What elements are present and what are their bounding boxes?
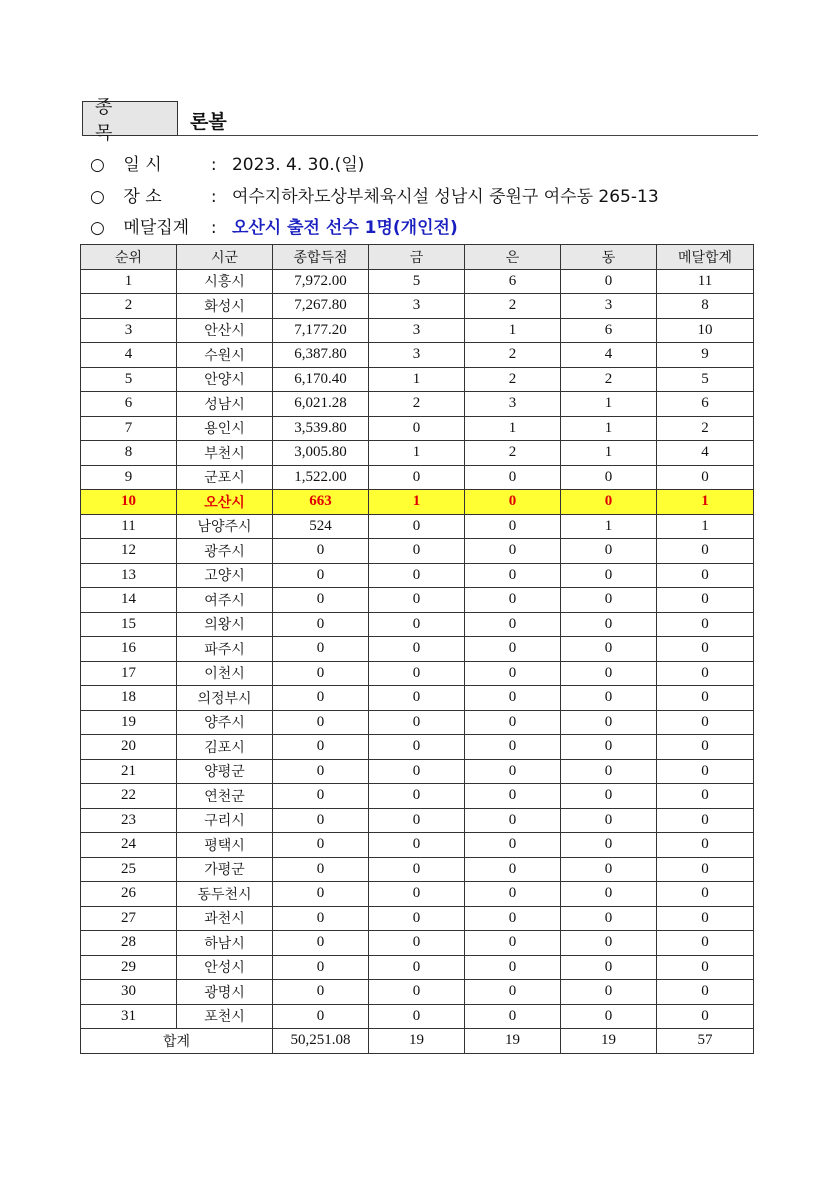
bronze-cell: 0	[561, 637, 657, 662]
city-cell: 포천시	[177, 1004, 273, 1029]
medal-total-cell: 8	[657, 294, 754, 319]
rank-cell: 8	[81, 441, 177, 466]
score-cell: 0	[273, 833, 369, 858]
rank-cell: 25	[81, 857, 177, 882]
total-gold: 19	[369, 1029, 465, 1054]
gold-cell: 3	[369, 294, 465, 319]
bronze-cell: 0	[561, 808, 657, 833]
gold-cell: 0	[369, 735, 465, 760]
score-cell: 0	[273, 1004, 369, 1029]
silver-cell: 0	[465, 759, 561, 784]
score-cell: 524	[273, 514, 369, 539]
table-row	[81, 514, 754, 539]
bronze-cell: 0	[561, 465, 657, 490]
score-cell: 0	[273, 882, 369, 907]
city-cell: 안산시	[177, 318, 273, 343]
score-cell: 3,005.80	[273, 441, 369, 466]
city-cell: 안성시	[177, 955, 273, 980]
city-cell: 김포시	[177, 735, 273, 760]
rank-cell: 31	[81, 1004, 177, 1029]
medal-total-cell: 9	[657, 343, 754, 368]
table-row	[81, 465, 754, 490]
medal-total-cell: 0	[657, 833, 754, 858]
table-row	[81, 539, 754, 564]
medal-total-cell: 0	[657, 735, 754, 760]
table-header-row	[81, 245, 754, 270]
silver-cell: 2	[465, 367, 561, 392]
gold-cell: 0	[369, 563, 465, 588]
gold-cell: 0	[369, 710, 465, 735]
bronze-cell: 1	[561, 392, 657, 417]
medal-total-cell: 0	[657, 661, 754, 686]
table-row	[81, 1004, 754, 1029]
score-cell: 0	[273, 539, 369, 564]
medal-total-cell: 0	[657, 465, 754, 490]
city-cell: 하남시	[177, 931, 273, 956]
bronze-cell: 0	[561, 612, 657, 637]
table-body	[81, 269, 754, 1029]
table-row	[81, 661, 754, 686]
silver-cell: 0	[465, 882, 561, 907]
medal-total-cell: 0	[657, 857, 754, 882]
bronze-cell: 0	[561, 833, 657, 858]
col-medal-total-header: 메달합계	[657, 245, 754, 270]
gold-cell: 0	[369, 637, 465, 662]
score-cell: 0	[273, 931, 369, 956]
gold-cell: 1	[369, 367, 465, 392]
event-label: 종 목	[95, 96, 127, 144]
city-cell: 연천군	[177, 784, 273, 809]
silver-cell: 0	[465, 931, 561, 956]
bronze-cell: 0	[561, 857, 657, 882]
city-cell: 광명시	[177, 980, 273, 1005]
medal-total-cell: 0	[657, 539, 754, 564]
table-row	[81, 784, 754, 809]
city-cell: 안양시	[177, 367, 273, 392]
medal-total-cell: 0	[657, 563, 754, 588]
city-cell: 시흥시	[177, 269, 273, 294]
city-cell: 구리시	[177, 808, 273, 833]
score-cell: 0	[273, 955, 369, 980]
date-line	[90, 150, 364, 175]
silver-cell: 0	[465, 735, 561, 760]
bronze-cell: 3	[561, 294, 657, 319]
gold-cell: 0	[369, 661, 465, 686]
gold-cell: 0	[369, 416, 465, 441]
table-row	[81, 857, 754, 882]
rank-cell: 9	[81, 465, 177, 490]
gold-cell: 5	[369, 269, 465, 294]
city-cell: 동두천시	[177, 882, 273, 907]
table-row	[81, 588, 754, 613]
bullet-circle-icon: ○	[90, 187, 105, 207]
gold-cell: 0	[369, 980, 465, 1005]
rank-cell: 5	[81, 367, 177, 392]
silver-cell: 0	[465, 563, 561, 588]
table-row	[81, 637, 754, 662]
city-cell: 부천시	[177, 441, 273, 466]
city-cell: 양평군	[177, 759, 273, 784]
silver-cell: 2	[465, 441, 561, 466]
silver-cell: 0	[465, 514, 561, 539]
table-row	[81, 612, 754, 637]
city-cell: 양주시	[177, 710, 273, 735]
silver-cell: 0	[465, 808, 561, 833]
score-cell: 0	[273, 808, 369, 833]
results-table	[80, 244, 754, 1054]
medal-total-cell: 4	[657, 441, 754, 466]
table-row	[81, 563, 754, 588]
bronze-cell: 0	[561, 980, 657, 1005]
score-cell: 6,387.80	[273, 343, 369, 368]
rank-cell: 3	[81, 318, 177, 343]
col-rank-header: 순위	[81, 245, 177, 270]
medal-total-cell: 0	[657, 931, 754, 956]
col-score-header: 종합득점	[273, 245, 369, 270]
city-cell: 이천시	[177, 661, 273, 686]
gold-cell: 1	[369, 490, 465, 515]
score-cell: 0	[273, 612, 369, 637]
bronze-cell: 0	[561, 269, 657, 294]
city-cell: 남양주시	[177, 514, 273, 539]
medal-total-cell: 0	[657, 588, 754, 613]
bullet-circle-icon: ○	[90, 218, 105, 238]
score-cell: 0	[273, 906, 369, 931]
city-cell: 화성시	[177, 294, 273, 319]
bronze-cell: 0	[561, 539, 657, 564]
gold-cell: 0	[369, 784, 465, 809]
rank-cell: 7	[81, 416, 177, 441]
rank-cell: 12	[81, 539, 177, 564]
table-row	[81, 490, 754, 515]
medal-total-cell: 0	[657, 955, 754, 980]
bronze-cell: 0	[561, 735, 657, 760]
table-row	[81, 294, 754, 319]
score-cell: 0	[273, 710, 369, 735]
gold-cell: 0	[369, 857, 465, 882]
table-row	[81, 882, 754, 907]
city-cell: 여주시	[177, 588, 273, 613]
total-silver: 19	[465, 1029, 561, 1054]
col-gold-header: 금	[369, 245, 465, 270]
silver-cell: 0	[465, 686, 561, 711]
rank-cell: 4	[81, 343, 177, 368]
table-row	[81, 759, 754, 784]
bronze-cell: 0	[561, 906, 657, 931]
score-cell: 0	[273, 784, 369, 809]
rank-cell: 1	[81, 269, 177, 294]
medal-total-cell: 0	[657, 710, 754, 735]
rank-cell: 18	[81, 686, 177, 711]
table-row	[81, 833, 754, 858]
gold-cell: 0	[369, 808, 465, 833]
score-cell: 1,522.00	[273, 465, 369, 490]
bullet-circle-icon: ○	[90, 155, 105, 175]
rank-cell: 13	[81, 563, 177, 588]
score-cell: 0	[273, 980, 369, 1005]
table-row	[81, 931, 754, 956]
bronze-cell: 0	[561, 490, 657, 515]
score-cell: 6,170.40	[273, 367, 369, 392]
city-cell: 파주시	[177, 637, 273, 662]
bronze-cell: 0	[561, 955, 657, 980]
silver-cell: 0	[465, 539, 561, 564]
bronze-cell: 0	[561, 882, 657, 907]
rank-cell: 6	[81, 392, 177, 417]
silver-cell: 0	[465, 980, 561, 1005]
gold-cell: 0	[369, 931, 465, 956]
bronze-cell: 1	[561, 441, 657, 466]
medal-total-cell: 0	[657, 980, 754, 1005]
score-cell: 0	[273, 735, 369, 760]
silver-cell: 0	[465, 465, 561, 490]
city-cell: 의왕시	[177, 612, 273, 637]
medal-total-cell: 0	[657, 612, 754, 637]
city-cell: 과천시	[177, 906, 273, 931]
table-row	[81, 735, 754, 760]
gold-cell: 1	[369, 441, 465, 466]
city-cell: 평택시	[177, 833, 273, 858]
gold-cell: 0	[369, 833, 465, 858]
table-row	[81, 269, 754, 294]
bronze-cell: 0	[561, 710, 657, 735]
medal-value: 오산시 출전 선수 1명(개인전)	[231, 218, 458, 238]
score-cell: 0	[273, 637, 369, 662]
bronze-cell: 0	[561, 784, 657, 809]
bronze-cell: 6	[561, 318, 657, 343]
silver-cell: 1	[465, 416, 561, 441]
medal-total-cell: 0	[657, 906, 754, 931]
col-bronze-header: 동	[561, 245, 657, 270]
rank-cell: 27	[81, 906, 177, 931]
medal-total-cell: 0	[657, 637, 754, 662]
bronze-cell: 0	[561, 588, 657, 613]
silver-cell: 0	[465, 906, 561, 931]
silver-cell: 0	[465, 784, 561, 809]
table-row	[81, 441, 754, 466]
silver-cell: 6	[465, 269, 561, 294]
rank-cell: 14	[81, 588, 177, 613]
place-line	[90, 182, 659, 207]
city-cell: 수원시	[177, 343, 273, 368]
colon: :	[210, 155, 217, 175]
medal-total-cell: 5	[657, 367, 754, 392]
rank-cell: 22	[81, 784, 177, 809]
medal-total-cell: 0	[657, 882, 754, 907]
bronze-cell: 0	[561, 759, 657, 784]
silver-cell: 3	[465, 392, 561, 417]
silver-cell: 0	[465, 588, 561, 613]
rank-cell: 30	[81, 980, 177, 1005]
city-cell: 용인시	[177, 416, 273, 441]
rank-cell: 19	[81, 710, 177, 735]
event-value: 론볼	[190, 111, 227, 133]
gold-cell: 3	[369, 318, 465, 343]
bronze-cell: 0	[561, 563, 657, 588]
table-row	[81, 980, 754, 1005]
col-city-header: 시군	[177, 245, 273, 270]
rank-cell: 28	[81, 931, 177, 956]
rank-cell: 29	[81, 955, 177, 980]
date-label: 일 시	[123, 155, 162, 175]
total-medals: 57	[657, 1029, 754, 1054]
col-silver-header: 은	[465, 245, 561, 270]
score-cell: 6,021.28	[273, 392, 369, 417]
silver-cell: 0	[465, 857, 561, 882]
city-cell: 고양시	[177, 563, 273, 588]
gold-cell: 0	[369, 759, 465, 784]
silver-cell: 2	[465, 294, 561, 319]
city-cell: 의정부시	[177, 686, 273, 711]
total-label: 합계	[81, 1029, 273, 1054]
silver-cell: 0	[465, 1004, 561, 1029]
silver-cell: 0	[465, 661, 561, 686]
rank-cell: 24	[81, 833, 177, 858]
city-cell: 성남시	[177, 392, 273, 417]
score-cell: 7,267.80	[273, 294, 369, 319]
gold-cell: 0	[369, 588, 465, 613]
medal-total-cell: 0	[657, 1004, 754, 1029]
score-cell: 7,972.00	[273, 269, 369, 294]
table-row	[81, 318, 754, 343]
score-cell: 0	[273, 661, 369, 686]
table-row	[81, 367, 754, 392]
bronze-cell: 0	[561, 661, 657, 686]
rank-cell: 16	[81, 637, 177, 662]
gold-cell: 0	[369, 955, 465, 980]
date-value: 2023. 4. 30.(일)	[231, 155, 365, 175]
rank-cell: 20	[81, 735, 177, 760]
rank-cell: 17	[81, 661, 177, 686]
silver-cell: 0	[465, 490, 561, 515]
medal-total-cell: 2	[657, 416, 754, 441]
medal-total-cell: 0	[657, 686, 754, 711]
medal-total-cell: 0	[657, 784, 754, 809]
score-cell: 0	[273, 686, 369, 711]
table-row	[81, 906, 754, 931]
table-row	[81, 343, 754, 368]
place-value: 여수지하차도상부체육시설 성남시 중원구 여수동 265-13	[231, 187, 659, 207]
score-cell: 0	[273, 857, 369, 882]
bronze-cell: 1	[561, 416, 657, 441]
silver-cell: 2	[465, 343, 561, 368]
table-row	[81, 710, 754, 735]
table-row	[81, 416, 754, 441]
gold-cell: 0	[369, 882, 465, 907]
rank-cell: 23	[81, 808, 177, 833]
event-label-box	[82, 96, 178, 144]
rank-cell: 26	[81, 882, 177, 907]
city-cell: 광주시	[177, 539, 273, 564]
bronze-cell: 0	[561, 686, 657, 711]
score-cell: 7,177.20	[273, 318, 369, 343]
medal-total-cell: 0	[657, 808, 754, 833]
silver-cell: 1	[465, 318, 561, 343]
medal-line	[90, 213, 458, 238]
medal-total-cell: 11	[657, 269, 754, 294]
score-cell: 0	[273, 563, 369, 588]
medal-total-cell: 6	[657, 392, 754, 417]
rank-cell: 15	[81, 612, 177, 637]
silver-cell: 0	[465, 955, 561, 980]
medal-total-cell: 0	[657, 759, 754, 784]
table-row	[81, 392, 754, 417]
gold-cell: 0	[369, 612, 465, 637]
medal-total-cell: 10	[657, 318, 754, 343]
gold-cell: 0	[369, 539, 465, 564]
city-cell: 가평군	[177, 857, 273, 882]
rank-cell: 21	[81, 759, 177, 784]
rank-cell: 10	[81, 490, 177, 515]
bronze-cell: 0	[561, 931, 657, 956]
gold-cell: 0	[369, 465, 465, 490]
gold-cell: 0	[369, 906, 465, 931]
place-label: 장 소	[123, 187, 162, 207]
silver-cell: 0	[465, 637, 561, 662]
table-row	[81, 808, 754, 833]
total-row	[81, 1029, 754, 1054]
silver-cell: 0	[465, 710, 561, 735]
gold-cell: 3	[369, 343, 465, 368]
silver-cell: 0	[465, 612, 561, 637]
total-score: 50,251.08	[273, 1029, 369, 1054]
bronze-cell: 0	[561, 1004, 657, 1029]
rank-cell: 11	[81, 514, 177, 539]
city-cell: 군포시	[177, 465, 273, 490]
colon: :	[210, 218, 217, 238]
bronze-cell: 1	[561, 514, 657, 539]
score-cell: 0	[273, 588, 369, 613]
gold-cell: 0	[369, 1004, 465, 1029]
medal-total-cell: 1	[657, 514, 754, 539]
medal-label: 메달집계	[123, 218, 190, 238]
score-cell: 663	[273, 490, 369, 515]
gold-cell: 0	[369, 514, 465, 539]
bronze-cell: 4	[561, 343, 657, 368]
rank-cell: 2	[81, 294, 177, 319]
colon: :	[210, 187, 217, 207]
bronze-cell: 2	[561, 367, 657, 392]
total-bronze: 19	[561, 1029, 657, 1054]
score-cell: 3,539.80	[273, 416, 369, 441]
medal-total-cell: 1	[657, 490, 754, 515]
city-cell: 오산시	[177, 490, 273, 515]
gold-cell: 0	[369, 686, 465, 711]
silver-cell: 0	[465, 833, 561, 858]
score-cell: 0	[273, 759, 369, 784]
title-underline	[178, 135, 758, 136]
gold-cell: 2	[369, 392, 465, 417]
table-row	[81, 955, 754, 980]
table-row	[81, 686, 754, 711]
